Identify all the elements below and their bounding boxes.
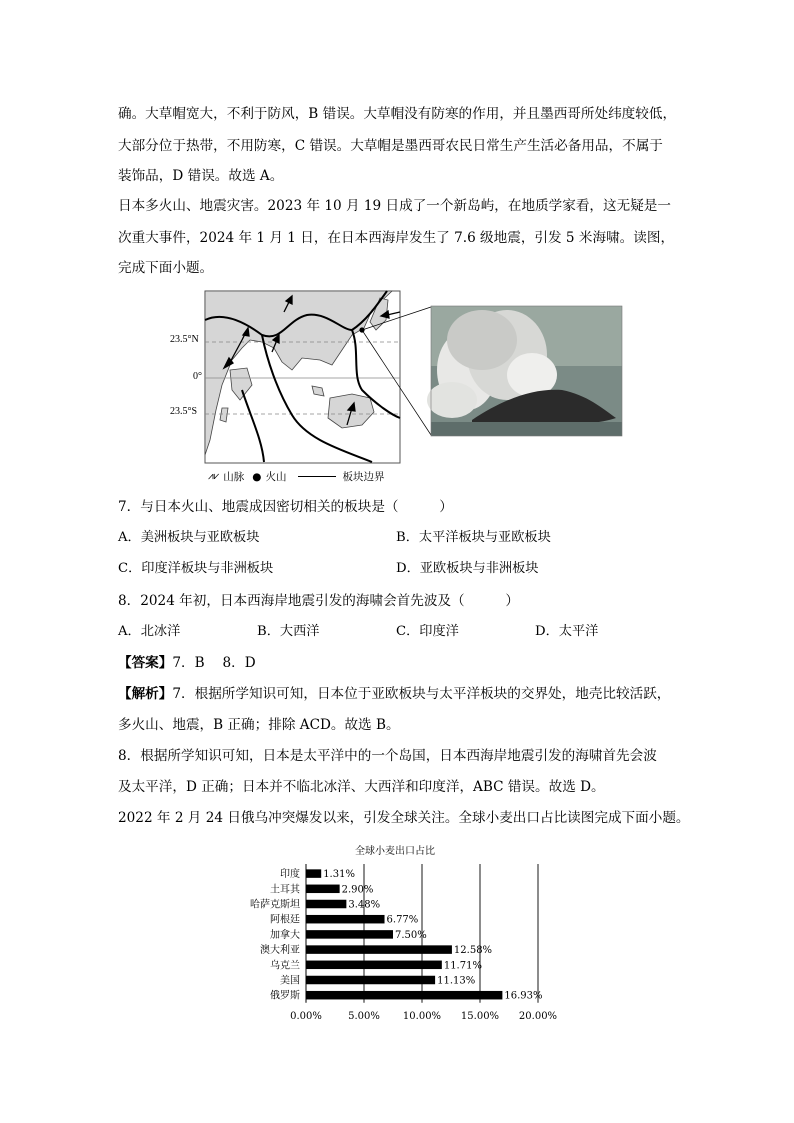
answer-line	[118, 653, 256, 673]
value-label: 11.71%	[443, 960, 482, 972]
legend-volcano-label: 火山	[265, 471, 287, 483]
q8-option-d: D．太平洋	[535, 624, 599, 639]
para2-line1: 日本多火山、地震灾害。2023 年 10 月 19 日成了一个新岛屿，在地质学家看，这无疑是一	[118, 198, 671, 214]
analysis-line1	[118, 684, 670, 704]
q7-option-b: B．太平洋板块与亚欧板块	[396, 530, 551, 545]
x-tick-label: 0.00%	[290, 1010, 322, 1020]
answer-text: 7．B 8．D	[172, 655, 256, 671]
plate-map-figure	[202, 290, 627, 486]
value-label: 12.58%	[453, 945, 493, 957]
analysis-text-1: 7．根据所学知识可知，日本位于亚欧板块与太平洋板块的交界处，地壳比较活跃，	[172, 686, 671, 702]
bar	[306, 915, 385, 924]
bar	[306, 900, 346, 909]
category-label: 印度	[280, 869, 300, 881]
mountain-icon: ⩘⩗	[208, 471, 220, 482]
answer-tag: 【答案】	[118, 655, 173, 671]
q8-stem: 8．2024 年初，日本西海岸地震引发的海啸会首先波及（ ）	[118, 593, 520, 609]
legend-boundary-label: 板块边界	[342, 471, 385, 483]
bar	[306, 961, 442, 970]
x-tick-label: 10.00%	[402, 1010, 442, 1020]
lat-label-south: 23.5°S	[170, 406, 198, 417]
x-tick-label: 5.00%	[348, 1010, 380, 1020]
q7-option-a: A．美洲板块与亚欧板块	[118, 530, 260, 545]
para2-line3: 完成下面小题。	[118, 260, 214, 276]
volcano-icon: ●	[252, 470, 262, 483]
value-label: 16.93%	[504, 990, 543, 1002]
category-label: 俄罗斯	[270, 990, 300, 1002]
analysis-line2: 多火山、地震，B 正确；排除 ACD。故选 B。	[118, 717, 400, 733]
value-label: 11.13%	[437, 975, 476, 987]
analysis-line4: 及太平洋，D 正确；日本并不临北冰洋、大西洋和印度洋，ABC 错误。故选 D。	[118, 779, 605, 795]
para1-line3: 装饰品，D 错误。故选 A。	[118, 168, 284, 184]
analysis-line3: 8．根据所学知识可知，日本是太平洋中的一个岛国，日本西海岸地震引发的海啸首先会波	[118, 748, 657, 764]
category-label: 加拿大	[270, 929, 300, 941]
chart-title: 全球小麦出口占比	[355, 846, 435, 857]
category-label: 土耳其	[270, 884, 300, 896]
value-label: 7.50%	[395, 929, 427, 941]
q8-option-c: C．印度洋	[396, 624, 459, 639]
category-label: 美国	[280, 975, 300, 987]
intro-wheat: 2022 年 2 月 24 日俄乌冲突爆发以来，引发全球关注。全球小麦出口占比读图完成下面小题。	[118, 810, 690, 826]
q7-stem: 7．与日本火山、地震成因密切相关的板块是（ ）	[118, 499, 453, 515]
para1-line2: 大部分位于热带，不用防寒，C 错误。大草帽是墨西哥农民日常生产生活必备用品，不属于	[118, 138, 663, 154]
map-legend	[208, 469, 384, 484]
value-label: 2.90%	[341, 884, 374, 896]
x-tick-label: 15.00%	[460, 1010, 500, 1020]
legend-mountain-label: 山脉	[223, 471, 245, 483]
bar	[306, 930, 393, 939]
boundary-icon	[298, 476, 336, 477]
category-label: 哈萨克斯坦	[250, 899, 300, 911]
bar	[306, 885, 340, 894]
para2-line2: 次重大事件，2024 年 1 月 1 日，在日本西海岸发生了 7.6 级地震，引发 5 米海啸。读图，	[118, 230, 675, 246]
value-label: 3.48%	[348, 899, 381, 911]
lat-label-equator: 0°	[193, 371, 202, 382]
q8-option-b: B．大西洋	[257, 624, 320, 639]
category-label: 阿根廷	[270, 914, 300, 926]
q7-option-c: C．印度洋板块与非洲板块	[118, 561, 274, 576]
analysis-tag: 【解析】	[118, 686, 173, 702]
lat-label-north: 23.5°N	[170, 334, 199, 345]
q7-option-d: D．亚欧板块与非洲板块	[396, 561, 539, 576]
bar	[306, 945, 452, 954]
q8-option-a: A．北冰洋	[118, 624, 181, 639]
value-label: 1.31%	[323, 869, 355, 881]
bar	[306, 991, 502, 1000]
x-tick-label: 20.00%	[518, 1010, 558, 1020]
para1-line1: 确。大草帽宽大，不利于防风，B 错误。大草帽没有防寒的作用，并且墨西哥所处纬度较低，	[118, 106, 677, 122]
new-island-photo	[427, 306, 622, 436]
bar	[306, 869, 321, 878]
category-label: 乌克兰	[270, 960, 300, 972]
bar	[306, 976, 435, 985]
value-label: 6.77%	[386, 914, 419, 926]
wheat-export-chart	[240, 840, 560, 1020]
category-label: 澳大利亚	[260, 945, 300, 957]
